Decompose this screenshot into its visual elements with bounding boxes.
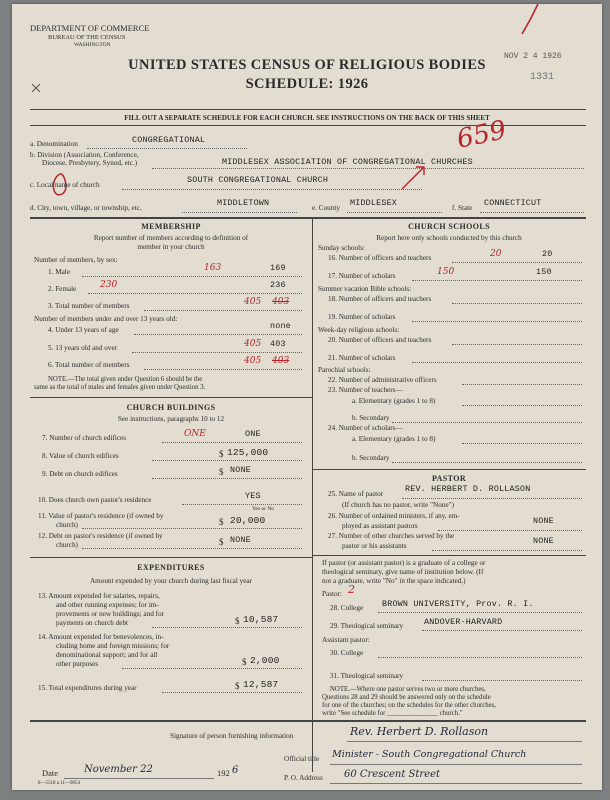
q6-total-value: 403 xyxy=(272,356,290,366)
q11-residence-value: 20,000 xyxy=(230,515,266,526)
buildings-intro: See instructions, paragraphs 10 to 12 xyxy=(117,415,225,423)
q1-male-value: 169 xyxy=(270,263,286,273)
q28-label: 28. College xyxy=(330,604,364,612)
census-schedule-sheet xyxy=(12,4,602,790)
q4-under-13-value: none xyxy=(270,321,291,331)
q14-label-4: other purposes xyxy=(56,660,99,668)
q25-pastor-name: REV. HERBERT D. ROLLASON xyxy=(405,484,531,494)
membership-heading: MEMBERSHIP xyxy=(141,222,201,231)
q24-label: 24. Number of scholars— xyxy=(328,424,403,432)
q9-debt-label: 9. Debt on church edifices xyxy=(42,470,118,478)
pastor-heading: PASTOR xyxy=(431,474,467,483)
pencil-x-mark xyxy=(32,84,40,92)
q29-seminary-value: ANDOVER-HARVARD xyxy=(424,617,503,627)
received-date-stamp: NOV 2 4 1926 xyxy=(504,52,562,61)
q12-residence-debt-label-2: church) xyxy=(56,541,78,549)
q31-label: 31. Theological seminary xyxy=(330,672,404,680)
q15-total-value: 12,587 xyxy=(243,679,279,690)
department-label: DEPARTMENT OF COMMERCE xyxy=(30,23,150,33)
city-town-value: MIDDLETOWN xyxy=(217,198,270,208)
q27-label-1: 27. Number of other churches served by the xyxy=(328,532,455,540)
q28-college-value: BROWN UNIVERSITY, Prov. R. I. xyxy=(382,599,534,609)
q1-red-value: 163 xyxy=(204,263,222,273)
print-code: 8—5518 a 11—9054 xyxy=(38,781,81,786)
members-by-sex-label: Number of members, by sex: xyxy=(34,256,118,264)
expenditures-intro: Amount expended by your church during last fiscal year xyxy=(89,577,253,585)
state-label: f. State xyxy=(452,204,473,212)
form-title: UNITED STATES CENSUS OF RELIGIOUS BODIES xyxy=(128,57,486,73)
q13-dollar-sign: $ xyxy=(235,616,240,626)
schedule-title: SCHEDULE: 1926 xyxy=(245,76,369,92)
q14-label-1: 14. Amount expended for benevolences, in- xyxy=(38,633,164,641)
pastor-subheading: Pastor: xyxy=(322,590,342,598)
city-town-label: d. City, town, village, or township, etc. xyxy=(30,204,142,212)
q23-label: 23. Number of teachers— xyxy=(328,386,403,394)
q13-label-4: payments on church debt xyxy=(56,619,129,627)
membership-note-1: NOTE.—The total given under Question 6 should be the xyxy=(48,376,203,383)
schools-heading: CHURCH SCHOOLS xyxy=(408,222,490,231)
signature-value: Rev. Herbert D. Rollason xyxy=(350,725,489,738)
po-address-label: P. O. Address xyxy=(284,774,323,782)
q17-red-value: 150 xyxy=(437,267,455,277)
q3-total-label: 3. Total number of members xyxy=(48,302,130,310)
q7-red-value: ONE xyxy=(184,429,206,439)
q11-residence-value-label: 11. Value of pastor's residence (if owned by xyxy=(38,512,164,520)
q11-dollar-sign: $ xyxy=(219,517,224,527)
year-suffix: 6 xyxy=(232,765,239,776)
q8-edifice-value-label: 8. Value of church edifices xyxy=(42,452,119,460)
schools-intro: Report here only schools conducted by this church xyxy=(376,234,522,242)
bureau-label: BUREAU OF THE CENSUS xyxy=(48,34,126,41)
q14-expenditure-value: 2,000 xyxy=(250,655,280,666)
denomination-value: CONGREGATIONAL xyxy=(132,135,206,145)
graduate-instruction-1: If pastor (or assistant pastor) is a graduate of a college or xyxy=(322,559,486,567)
parochial-schools-label: Parochial schools: xyxy=(318,366,371,374)
q22-label: 22. Number of administrative officers xyxy=(328,376,437,384)
q23b-label: b. Secondary xyxy=(352,414,390,422)
q3-red-value: 405 xyxy=(244,297,262,307)
city-label: WASHINGTON xyxy=(74,42,111,48)
q12-residence-debt-label: 12. Debt on pastor's residence (if owned by xyxy=(38,532,163,540)
q3-total-value: 403 xyxy=(272,297,290,307)
q16-red-value: 20 xyxy=(490,249,502,259)
q23a-label: a. Elementary (grades 1 to 8) xyxy=(352,397,436,405)
q25-label: 25. Name of pastor xyxy=(328,490,384,498)
q9-debt-value: NONE xyxy=(230,465,251,475)
q16-value: 20 xyxy=(542,249,553,259)
q27-value: NONE xyxy=(533,536,554,546)
official-title-value: Minister - South Congregational Church xyxy=(332,749,527,760)
q26-label-1: 26. Number of ordained ministers, if any, em- xyxy=(328,512,460,520)
members-by-age-label: Number of members under and over 13 years old: xyxy=(34,315,178,323)
year-prefix: 192 xyxy=(217,768,230,778)
q19-label: 19. Number of scholars xyxy=(328,313,396,321)
q20-label: 20. Number of officers and teachers xyxy=(328,336,432,344)
q6-red-value: 405 xyxy=(244,356,262,366)
q17-value: 150 xyxy=(536,267,552,277)
red-pencil-number: 659 xyxy=(454,115,510,155)
q18-label: 18. Number of officers and teachers xyxy=(328,295,432,303)
county-label: e. County xyxy=(312,204,340,212)
po-address-value: 60 Crescent Street xyxy=(344,769,441,780)
q2-red-value: 230 xyxy=(100,280,118,290)
q10-yes-no-hint: Yes or No xyxy=(252,506,275,512)
vacation-schools-label: Summer vacation Bible schools: xyxy=(318,285,412,293)
expenditures-heading: EXPENDITURES xyxy=(137,563,205,572)
state-value: CONNECTICUT xyxy=(484,198,542,208)
q5-red-value: 405 xyxy=(244,339,262,349)
q21-label: 21. Number of scholars xyxy=(328,354,396,362)
q14-label-2: cluding home and foreign missions; for xyxy=(56,642,170,650)
q13-label-2: and other running expenses; for im- xyxy=(56,601,159,609)
local-name-label: c. Local name of church xyxy=(30,181,100,189)
q16-label: 16. Number of officers and teachers xyxy=(328,254,432,262)
q14-label-3: denominational support; and for all xyxy=(56,651,158,659)
pastor-note-2: Questions 28 and 29 should be answered only on the schedule xyxy=(322,694,491,701)
date-label: Date xyxy=(42,768,59,778)
q17-label: 17. Number of scholars xyxy=(328,272,396,280)
county-value: MIDDLESEX xyxy=(350,198,398,208)
q7-edifices-value: ONE xyxy=(245,429,261,439)
q8-edifice-value: 125,000 xyxy=(227,447,269,458)
division-value: MIDDLESEX ASSOCIATION OF CONGREGATIONAL CHURCHES xyxy=(222,157,473,167)
q12-residence-debt-value: NONE xyxy=(230,535,251,545)
q25-hint: (If church has no pastor, write "None") xyxy=(342,501,454,509)
q14-dollar-sign: $ xyxy=(242,657,247,667)
q27-label-2: pastor or his assistants xyxy=(342,542,407,550)
q15-total-label: 15. Total expenditures during year xyxy=(38,684,137,692)
q11-residence-value-label-2: church) xyxy=(56,521,78,529)
q24a-label: a. Elementary (grades 1 to 8) xyxy=(352,435,436,443)
q9-dollar-sign: $ xyxy=(219,467,224,477)
denomination-label: a. Denomination xyxy=(30,140,78,148)
q15-dollar-sign: $ xyxy=(235,681,240,691)
q24b-label: b. Secondary xyxy=(352,454,390,462)
q10-residence-value: YES xyxy=(245,491,261,501)
q30-label: 30. College xyxy=(330,649,364,657)
q1-male-label: 1. Male xyxy=(48,268,70,276)
signature-label: Signature of person furnishing information xyxy=(170,732,294,740)
q7-edifices-label: 7. Number of church edifices xyxy=(42,434,127,442)
pastor-note-4: write "See schedule for _______________ church." xyxy=(322,710,463,717)
membership-note-2: same as the total of males and females given under Question 3. xyxy=(34,384,206,391)
red-check-mark xyxy=(522,4,538,34)
q6-total-label: 6. Total number of members xyxy=(48,361,130,369)
q5-13-and-over-label: 5. 13 years old and over xyxy=(48,344,118,352)
q26-label-2: ployed as assistant pastors xyxy=(342,522,418,530)
pastor-note-1: NOTE.—Where one pastor serves two or more churches, xyxy=(330,686,486,693)
q2-female-value: 236 xyxy=(270,280,286,290)
q13-label-1: 13. Amount expended for salaries, repairs, xyxy=(38,592,160,600)
weekday-schools-label: Week-day religious schools: xyxy=(318,326,400,334)
q26-value: NONE xyxy=(533,516,554,526)
q8-dollar-sign: $ xyxy=(219,449,224,459)
q13-expenditure-value: 10,587 xyxy=(243,614,279,625)
q4-under-13-label: 4. Under 13 years of age xyxy=(48,326,119,334)
serial-number-stamp: 1331 xyxy=(530,72,555,83)
q29-label: 29. Theological seminary xyxy=(330,622,404,630)
date-value: November 22 xyxy=(84,764,153,775)
official-title-label: Official title xyxy=(284,755,320,763)
q13-label-3: provements or new buildings; and for xyxy=(56,610,164,618)
membership-intro-2: member in your church xyxy=(137,243,205,251)
membership-intro-1: Report number of members according to definition of xyxy=(93,234,249,242)
red-arrow-mark xyxy=(402,167,424,189)
assistant-pastor-subheading: Assistant pastor: xyxy=(322,636,370,644)
q10-residence-label: 10. Does church own pastor's residence xyxy=(38,496,152,504)
division-label-2: Diocese, Presbytery, Synod, etc.) xyxy=(42,159,138,167)
buildings-heading: CHURCH BUILDINGS xyxy=(126,403,216,412)
pastor-red-mark: 2 xyxy=(348,583,355,596)
graduate-instruction-3: not a graduate, write "No" in the space indicated.) xyxy=(322,577,466,585)
local-name-value: SOUTH CONGREGATIONAL CHURCH xyxy=(187,175,329,185)
pastor-note-3: for one of the churches; on the schedules for the other churches, xyxy=(322,702,497,709)
instruction-banner: FILL OUT A SEPARATE SCHEDULE FOR EACH CHURCH. SEE INSTRUCTIONS ON THE BACK OF THIS SHEET xyxy=(124,114,490,122)
q5-13-and-over-value: 403 xyxy=(270,339,286,349)
sunday-schools-label: Sunday schools: xyxy=(318,244,365,252)
division-label: b. Division (Association, Conference, xyxy=(30,151,139,159)
graduate-instruction-2: theological seminary, give name of institution below. (If xyxy=(322,568,484,576)
q12-dollar-sign: $ xyxy=(219,537,224,547)
q2-female-label: 2. Female xyxy=(48,285,77,293)
